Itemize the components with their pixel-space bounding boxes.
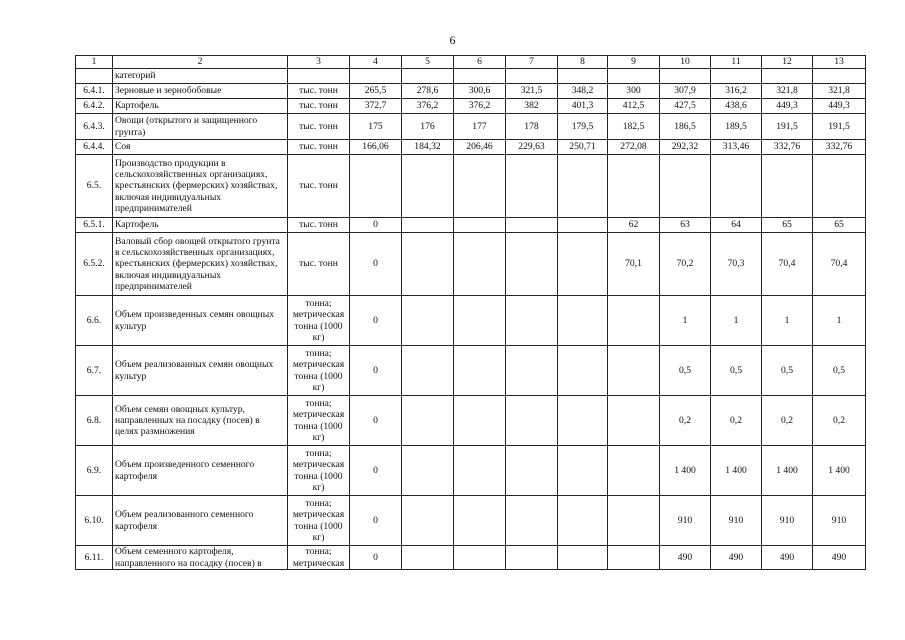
table-row — [76, 140, 866, 155]
row-number-cell: 6.10. — [76, 496, 113, 546]
value-cell: 184,32 — [402, 140, 454, 155]
value-cell: 1 — [762, 296, 813, 346]
value-cell: 0,5 — [762, 346, 813, 396]
value-cell: 63 — [660, 218, 711, 233]
value-cell: 1 — [813, 296, 866, 346]
value-cell: 1 — [660, 296, 711, 346]
value-cell: 348,2 — [558, 84, 608, 99]
value-cell: 62 — [608, 218, 660, 233]
value-cell: 372,7 — [350, 99, 402, 114]
value-cell: 910 — [711, 496, 762, 546]
unit-cell: тыс. тонн — [288, 99, 350, 114]
value-cell — [454, 296, 506, 346]
unit-cell: тыс. тонн — [288, 84, 350, 99]
value-cell — [608, 446, 660, 496]
value-cell — [506, 218, 558, 233]
value-cell — [402, 346, 454, 396]
value-cell: 0,5 — [660, 346, 711, 396]
unit-cell: тыс. тонн — [288, 233, 350, 296]
value-cell: 272,08 — [608, 140, 660, 155]
row-number-cell: 6.4.3. — [76, 114, 113, 140]
value-cell: 1 400 — [813, 446, 866, 496]
value-cell: 490 — [660, 546, 711, 570]
value-cell — [506, 296, 558, 346]
indicator-name-cell: Картофель — [113, 99, 288, 114]
value-cell: 0 — [350, 396, 402, 446]
value-cell — [558, 496, 608, 546]
value-cell — [454, 496, 506, 546]
header-cell: 11 — [711, 56, 762, 69]
value-cell — [660, 155, 711, 218]
value-cell — [608, 155, 660, 218]
value-cell — [454, 446, 506, 496]
value-cell — [402, 496, 454, 546]
table-row — [76, 155, 866, 218]
value-cell — [558, 446, 608, 496]
indicator-name-cell: Объем реализованных семян овощных культур — [113, 346, 288, 396]
value-cell: 250,71 — [558, 140, 608, 155]
indicator-name-cell: Валовый сбор овощей открытого грунта в сельскохозяйственных организациях, крестьянских (фермерских) хозяйствах, включая индивидуальных предпринимателей — [113, 233, 288, 296]
indicator-name-cell: Объем семенного картофеля, направленного на посадку (посев) в — [113, 546, 288, 570]
value-cell — [454, 396, 506, 446]
unit-cell: тыс. тонн — [288, 114, 350, 140]
value-cell: 438,6 — [711, 99, 762, 114]
header-cell: 12 — [762, 56, 813, 69]
value-cell: 229,63 — [506, 140, 558, 155]
header-cell: 3 — [288, 56, 350, 69]
value-cell: 332,76 — [762, 140, 813, 155]
unit-cell: тонна; метрическая — [288, 546, 350, 570]
value-cell: 0 — [350, 296, 402, 346]
table-row — [76, 446, 866, 496]
value-cell — [813, 69, 866, 84]
value-cell: 1 400 — [711, 446, 762, 496]
value-cell: 70,4 — [762, 233, 813, 296]
indicator-name-cell: Объем реализованного семенного картофеля — [113, 496, 288, 546]
value-cell — [506, 446, 558, 496]
value-cell — [402, 69, 454, 84]
table-row — [76, 296, 866, 346]
row-number-cell: 6.4.1. — [76, 84, 113, 99]
value-cell — [558, 396, 608, 446]
value-cell: 0,2 — [762, 396, 813, 446]
value-cell: 376,2 — [402, 99, 454, 114]
value-cell: 382 — [506, 99, 558, 114]
value-cell: 321,8 — [813, 84, 866, 99]
value-cell — [350, 155, 402, 218]
table-body — [76, 56, 866, 570]
value-cell — [608, 69, 660, 84]
value-cell: 910 — [762, 496, 813, 546]
value-cell — [762, 155, 813, 218]
unit-cell: тыс. тонн — [288, 218, 350, 233]
value-cell — [454, 546, 506, 570]
table-row — [76, 84, 866, 99]
value-cell — [506, 546, 558, 570]
header-cell: 8 — [558, 56, 608, 69]
value-cell — [558, 218, 608, 233]
header-cell: 10 — [660, 56, 711, 69]
indicator-name-cell: Производство продукции в сельскохозяйственных организациях, крестьянских (фермерских) хозяйствах, включая индивидуальных предпринимателей — [113, 155, 288, 218]
value-cell — [402, 233, 454, 296]
value-cell: 0,2 — [813, 396, 866, 446]
value-cell: 265,5 — [350, 84, 402, 99]
row-number-cell: 6.9. — [76, 446, 113, 496]
value-cell — [608, 346, 660, 396]
header-cell: 6 — [454, 56, 506, 69]
value-cell — [402, 546, 454, 570]
value-cell: 0,5 — [711, 346, 762, 396]
value-cell: 449,3 — [813, 99, 866, 114]
indicators-table — [75, 55, 866, 570]
value-cell: 321,8 — [762, 84, 813, 99]
value-cell — [506, 496, 558, 546]
value-cell — [506, 155, 558, 218]
table-row — [76, 546, 866, 570]
value-cell — [454, 233, 506, 296]
value-cell: 316,2 — [711, 84, 762, 99]
value-cell — [813, 155, 866, 218]
value-cell — [506, 396, 558, 446]
value-cell — [608, 546, 660, 570]
value-cell — [506, 69, 558, 84]
table-row — [76, 233, 866, 296]
row-number-cell: 6.5. — [76, 155, 113, 218]
value-cell: 376,2 — [454, 99, 506, 114]
value-cell: 427,5 — [660, 99, 711, 114]
value-cell — [454, 155, 506, 218]
table-row — [76, 114, 866, 140]
header-cell: 5 — [402, 56, 454, 69]
indicator-name-cell: Объем семян овощных культур, направленных на посадку (посев) в целях размножения — [113, 396, 288, 446]
value-cell: 910 — [660, 496, 711, 546]
row-number-cell: 6.6. — [76, 296, 113, 346]
unit-cell: тонна; метрическая тонна (1000 кг) — [288, 446, 350, 496]
value-cell: 307,9 — [660, 84, 711, 99]
value-cell: 490 — [762, 546, 813, 570]
value-cell: 0,5 — [813, 346, 866, 396]
table-row — [76, 69, 866, 84]
value-cell: 191,5 — [813, 114, 866, 140]
value-cell — [558, 155, 608, 218]
value-cell: 313,46 — [711, 140, 762, 155]
value-cell: 412,5 — [608, 99, 660, 114]
value-cell: 910 — [813, 496, 866, 546]
header-cell: 9 — [608, 56, 660, 69]
value-cell — [402, 446, 454, 496]
row-number-cell: 6.5.2. — [76, 233, 113, 296]
value-cell — [558, 69, 608, 84]
value-cell — [608, 396, 660, 446]
value-cell: 278,6 — [402, 84, 454, 99]
indicator-name-cell: Картофель — [113, 218, 288, 233]
indicator-name-cell: Объем произведенного семенного картофеля — [113, 446, 288, 496]
value-cell — [558, 546, 608, 570]
page-number: 6 — [449, 33, 456, 47]
value-cell: 65 — [762, 218, 813, 233]
header-cell: 7 — [506, 56, 558, 69]
value-cell: 182,5 — [608, 114, 660, 140]
unit-cell: тонна; метрическая тонна (1000 кг) — [288, 296, 350, 346]
value-cell: 178 — [506, 114, 558, 140]
unit-cell: тыс. тонн — [288, 140, 350, 155]
unit-cell: тонна; метрическая тонна (1000 кг) — [288, 396, 350, 446]
value-cell — [711, 69, 762, 84]
value-cell — [402, 155, 454, 218]
value-cell — [762, 69, 813, 84]
value-cell: 65 — [813, 218, 866, 233]
value-cell: 191,5 — [762, 114, 813, 140]
value-cell: 70,4 — [813, 233, 866, 296]
value-cell: 64 — [711, 218, 762, 233]
value-cell: 401,3 — [558, 99, 608, 114]
unit-cell: тонна; метрическая тонна (1000 кг) — [288, 496, 350, 546]
value-cell: 449,3 — [762, 99, 813, 114]
value-cell — [454, 69, 506, 84]
table-row — [76, 346, 866, 396]
row-number-cell: 6.11. — [76, 546, 113, 570]
value-cell — [711, 155, 762, 218]
value-cell: 300,6 — [454, 84, 506, 99]
value-cell: 0 — [350, 233, 402, 296]
indicator-name-cell: Объем произведенных семян овощных культур — [113, 296, 288, 346]
header-cell: 13 — [813, 56, 866, 69]
unit-cell — [288, 69, 350, 84]
value-cell: 332,76 — [813, 140, 866, 155]
value-cell: 490 — [711, 546, 762, 570]
value-cell — [558, 233, 608, 296]
value-cell: 0 — [350, 446, 402, 496]
value-cell: 1 — [711, 296, 762, 346]
value-cell: 70,2 — [660, 233, 711, 296]
value-cell: 321,5 — [506, 84, 558, 99]
row-number-cell: 6.7. — [76, 346, 113, 396]
value-cell — [608, 296, 660, 346]
value-cell: 0 — [350, 496, 402, 546]
indicator-name-cell: Зерновые и зернобобовые — [113, 84, 288, 99]
value-cell — [558, 346, 608, 396]
value-cell: 166,06 — [350, 140, 402, 155]
value-cell: 186,5 — [660, 114, 711, 140]
indicator-name-cell: Овощи (открытого и защищенного грунта) — [113, 114, 288, 140]
value-cell: 206,46 — [454, 140, 506, 155]
value-cell — [558, 296, 608, 346]
header-cell: 2 — [113, 56, 288, 69]
value-cell: 0 — [350, 546, 402, 570]
value-cell — [402, 396, 454, 446]
value-cell: 0 — [350, 218, 402, 233]
value-cell: 70,3 — [711, 233, 762, 296]
value-cell: 189,5 — [711, 114, 762, 140]
value-cell — [402, 296, 454, 346]
value-cell: 0 — [350, 346, 402, 396]
value-cell — [660, 69, 711, 84]
header-cell: 1 — [76, 56, 113, 69]
value-cell: 0,2 — [711, 396, 762, 446]
value-cell: 1 400 — [660, 446, 711, 496]
value-cell: 175 — [350, 114, 402, 140]
unit-cell: тонна; метрическая тонна (1000 кг) — [288, 346, 350, 396]
row-number-cell: 6.8. — [76, 396, 113, 446]
value-cell: 0,2 — [660, 396, 711, 446]
value-cell — [506, 233, 558, 296]
header-row — [76, 56, 866, 69]
value-cell: 1 400 — [762, 446, 813, 496]
row-number-cell: 6.5.1. — [76, 218, 113, 233]
unit-cell: тыс. тонн — [288, 155, 350, 218]
value-cell — [402, 218, 454, 233]
value-cell: 300 — [608, 84, 660, 99]
value-cell: 176 — [402, 114, 454, 140]
indicator-name-cell: Соя — [113, 140, 288, 155]
table-row — [76, 99, 866, 114]
row-number-cell — [76, 69, 113, 84]
value-cell: 490 — [813, 546, 866, 570]
value-cell — [608, 496, 660, 546]
value-cell — [350, 69, 402, 84]
value-cell: 177 — [454, 114, 506, 140]
row-number-cell: 6.4.4. — [76, 140, 113, 155]
table-row — [76, 218, 866, 233]
value-cell: 179,5 — [558, 114, 608, 140]
value-cell — [454, 346, 506, 396]
value-cell — [506, 346, 558, 396]
row-number-cell: 6.4.2. — [76, 99, 113, 114]
value-cell — [454, 218, 506, 233]
header-cell: 4 — [350, 56, 402, 69]
table-row — [76, 396, 866, 446]
value-cell: 292,32 — [660, 140, 711, 155]
indicator-name-cell: категорий — [113, 69, 288, 84]
table-row — [76, 496, 866, 546]
value-cell: 70,1 — [608, 233, 660, 296]
